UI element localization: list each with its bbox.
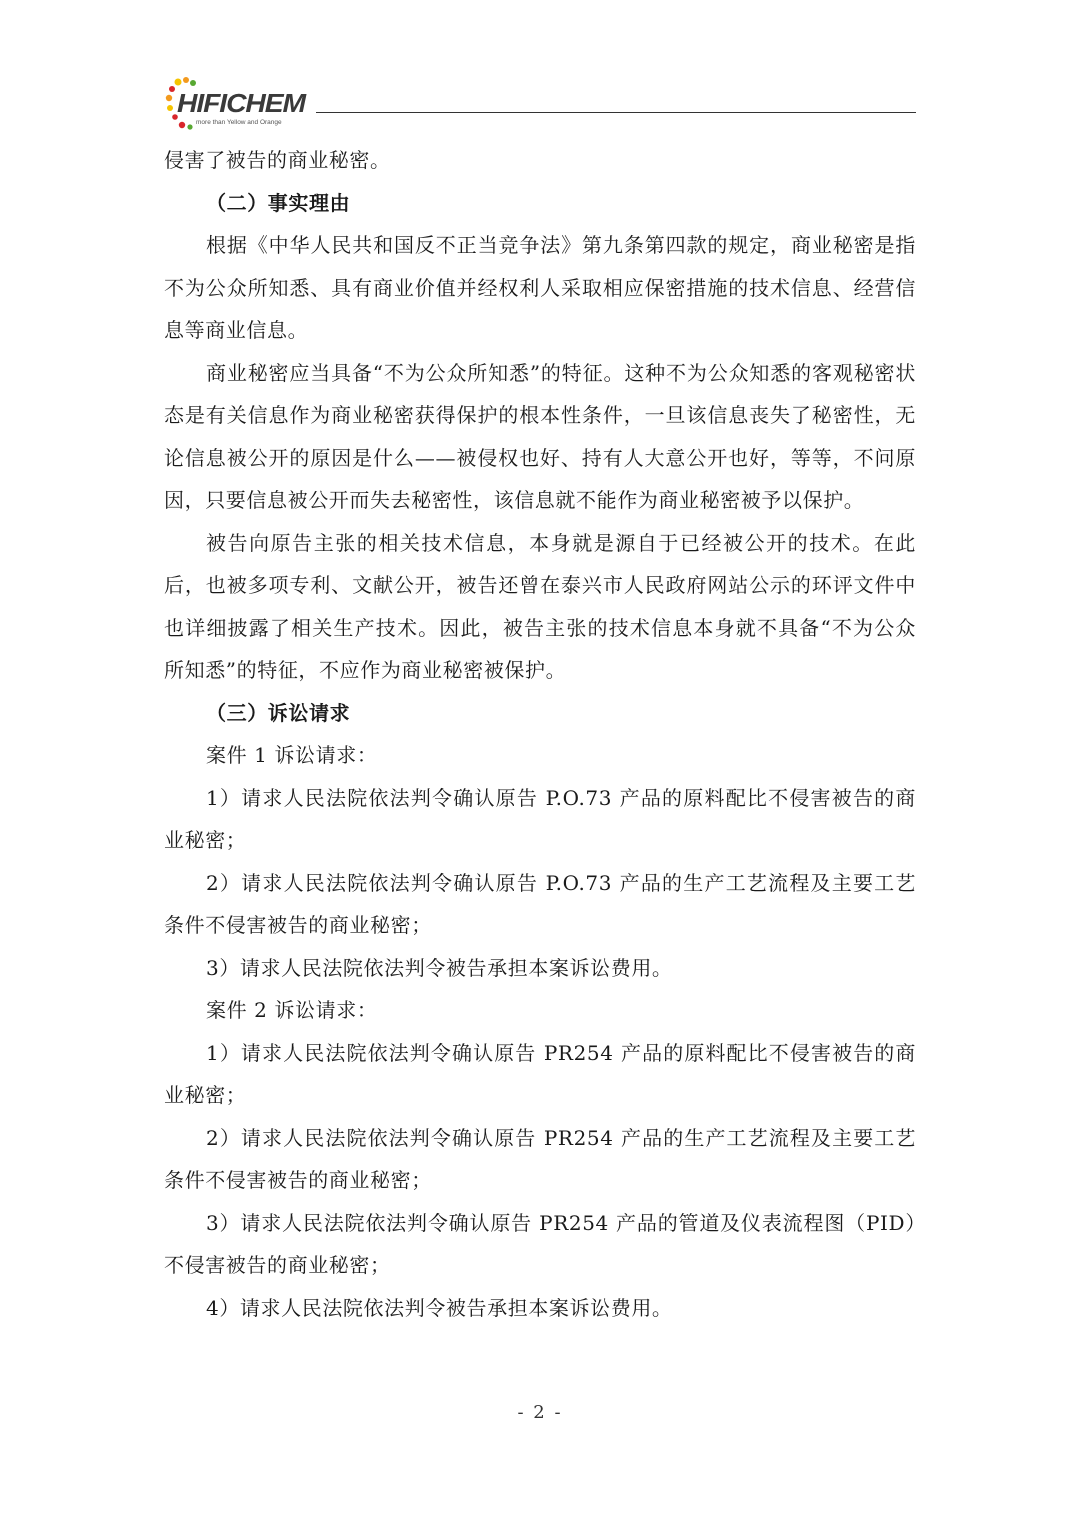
- section-heading-claims: （三）诉讼请求: [206, 700, 351, 725]
- document-body: [164, 139, 916, 1329]
- body-paragraph: 根据《中华人民共和国反不正当竞争法》第九条第四款的规定，商业秘密是指不为公众所知悉、具有商业价值并经权利人采取相应保密措施的技术信息、经营信息等商业信息。: [164, 233, 916, 342]
- claim-item: 4）请求人民法院依法判令被告承担本案诉讼费用。: [206, 1295, 673, 1320]
- logo-tagline: more than Yellow and Orange: [196, 119, 282, 126]
- case-1-title: 案件 1 诉讼请求：: [206, 743, 378, 767]
- body-paragraph: 商业秘密应当具备“不为公众所知悉”的特征。这种不为公众知悉的客观秘密状态是有关信息作为商业秘密获得保护的根本性条件，一旦该信息丧失了秘密性，无论信息被公开的原因是什么——被侵权也好、持有人大意公开也好，等等，不问原因，只要信息被公开而失去秘密性，该信息就不能作为商业秘密被予以保护。: [164, 360, 916, 512]
- header-divider: [316, 112, 916, 113]
- claim-item: 1）请求人民法院依法判令确认原告 PR254 产品的原料配比不侵害被告的商业秘密；: [164, 1040, 916, 1107]
- body-paragraph: 侵害了被告的商业秘密。: [164, 148, 391, 172]
- claim-item: 2）请求人民法院依法判令确认原告 P.O.73 产品的生产工艺流程及主要工艺条件不侵害被告的商业秘密；: [164, 870, 916, 937]
- page-header: [0, 0, 1080, 140]
- claim-item: 1）请求人民法院依法判令确认原告 P.O.73 产品的原料配比不侵害被告的商业秘密；: [164, 785, 916, 852]
- body-paragraph: 被告向原告主张的相关技术信息，本身就是源自于已经被公开的技术。在此后，也被多项专利、文献公开，被告还曾在泰兴市人民政府网站公示的环评文件中也详细披露了相关生产技术。因此，被告主张的技术信息本身就不具备“不为公众所知悉”的特征，不应作为商业秘密被保护。: [164, 530, 916, 682]
- logo-wordmark: HIFICHEM: [177, 88, 308, 118]
- claim-item: 2）请求人民法院依法判令确认原告 PR254 产品的生产工艺流程及主要工艺条件不侵害被告的商业秘密；: [164, 1125, 916, 1192]
- section-heading-facts: （二）事实理由: [206, 190, 351, 215]
- claim-item: 3）请求人民法院依法判令被告承担本案诉讼费用。: [206, 955, 673, 980]
- claim-item: 3）请求人民法院依法判令确认原告 PR254 产品的管道及仪表流程图（PID）不侵害被告的商业秘密；: [164, 1210, 916, 1277]
- hifichem-logo: [164, 76, 314, 132]
- hifichem-logo-graphic: [164, 76, 314, 132]
- page-number: - 2 -: [517, 1402, 563, 1423]
- case-2-title: 案件 2 诉讼请求：: [206, 998, 378, 1022]
